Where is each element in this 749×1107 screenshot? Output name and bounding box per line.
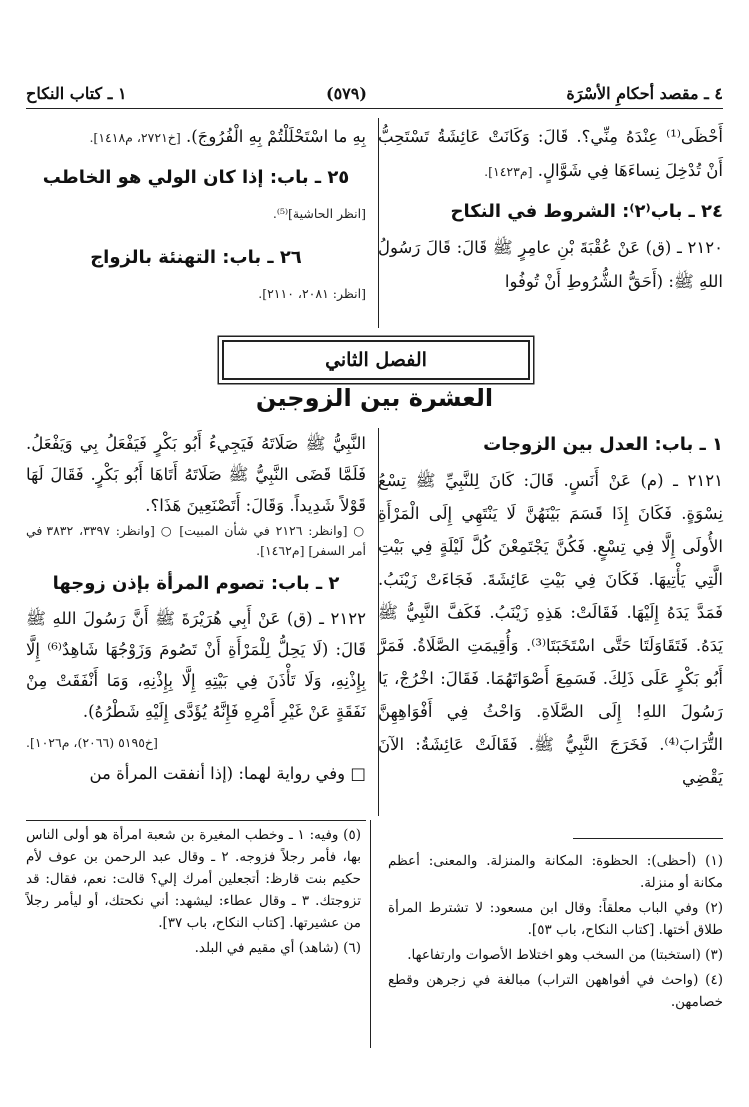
section-heading-26: ٢٦ ـ باب: التهنئة بالزواج <box>90 247 302 268</box>
footnote-rule-left <box>26 820 366 821</box>
hadith-continuation: أَحْظَى⁽¹⁾ عِنْدَهُ مِنِّي؟. قَالَ: وَكَانَتْ عَائِشَةُ تَسْتَحِبُّ أَنْ تُدْخِلَ نِساءَهَا فِي شَوَّالٍ. [م١٤٢٣]. <box>378 127 723 180</box>
footnote-rule-right <box>573 838 723 839</box>
chapter-heading: العشرة بين الزوجين <box>255 384 494 412</box>
hadith-2121: ٢١٢١ ـ (م) عَنْ أَنَسٍ. قَالَ: كَانَ لِلنَّبِيِّ ﷺ تِسْعُ نِسْوَةٍ. فَكَانَ إِذَا قَسَمَ بَيْنَهُنَّ لَا يَنْتَهِي إِلَى الْمَرْأَةِ الأُولَى إِلَّا فِي تِسْعٍ. فَكُنَّ يَجْتَمِعْنَ كُلَّ لَيْلَةٍ فِي بَيْتِ الَّتِي يَأْتِيهَا. فَكَانَ فِي بَيْتِ عَائِشَةَ. فَجَاءَتْ زَيْنَبُ. فَمَدَّ يَدَهُ إِلَيْهَا. فَقَالَتْ: هَذِهِ زَيْنَبُ. فَكَفَّ النَّبِيُّ ﷺ يَدَهُ. فَتَقَاوَلَتَا حَتَّى اسْتَخَبَتَا⁽³⁾. وَأُقِيمَتِ الصَّلَاةُ. فَمَرَّ أَبُو بَكْرٍ عَلَى ذَلِكَ. فَسَمِعَ أَصْوَاتَهُمَا. فَقَالَ: اخْرُجْ، يَا رَسُولَ اللهِ! إِلَى الصَّلَاةِ. وَاحْثُ فِي أَفْوَاهِهِنَّ التُّرَابَ⁽⁴⁾. فَخَرَجَ النَّبِيُّ ﷺ. فَقَالَتْ عَائِشَةُ: الآنَ يَقْضِي <box>378 471 723 787</box>
right-column-top <box>378 120 723 299</box>
footnotes-left <box>26 824 361 962</box>
footnote-5: (٥) وفيه: ١ ـ وخطب المغيرة بن شعبة امرأة هو أولى الناس بها، فأمر رجلاً فزوجه. ٢ ـ وقال عبد الرحمن بن عوف لأم حكيم بنت قارظ: أتجعلين أمرك إلي؟ قالت: نعم، فقال: قد تزوجتك. ٣ ـ وقال عطاء: ليشهد: أني نكحتك، أو ليأمر رجلاً من عشيرتها. [كتاب النكاح، باب ٣٧]. <box>26 827 361 931</box>
footnote-divider <box>370 820 371 1048</box>
section-heading-2: ٢ ـ باب: تصوم المرأة بإذن زوجها <box>52 573 340 594</box>
left-column-bottom <box>26 428 366 789</box>
hadith-2122: ٢١٢٢ ـ (ق) عَنْ أَبِي هُرَيْرَةَ ﷺ أَنَّ رَسُولَ اللهِ ﷺ قَالَ: (لَا يَحِلُّ لِلْمَرْأَةِ أَنْ تَصُومَ وَزَوْجُهَا شَاهِدٌ⁽⁶⁾ إِلَّا بِإِذْنِهِ، وَلَا تَأْذَنَ فِي بَيْتِهِ إِلَّا بِإِذْنِهِ، وَمَا أَنْفَقَتْ مِنْ نَفَقَةٍ عَنْ غَيْرِ أَمْرِهِ فَإِنَّهُ يُؤَدَّى إِلَيْهِ شَطْرُهُ). <box>26 609 366 721</box>
chapter-box <box>222 340 530 380</box>
footnote-1: (١) (أحظى): الحظوة: المكانة والمنزلة. والمعنى: أعظم مكانة أو منزلة. <box>388 853 723 891</box>
footnotes-right <box>388 850 723 1016</box>
reference-2121: ○ [وانظر: ٢١٢٦ في شأن المبيت] ○ [وانظر: ٣٣٩٧، ٣٨٣٢ في أمر السفر] [م١٤٦٢]. <box>26 523 366 558</box>
reference-25: [انظر الحاشية]⁽⁵⁾. <box>272 206 366 221</box>
section-heading-1: ١ ـ باب: العدل بين الزوجات <box>483 434 723 455</box>
hadith-continuation-left: بِهِ ما اسْتَحْلَلْتُمْ بِهِ الْفُرُوجَ). [خ٢٧٢١، م١٤١٨]. <box>89 127 366 146</box>
narration-note: □ وفي رواية لهما: (إذا أنفقت المرأة من <box>89 764 366 783</box>
right-column-bottom <box>378 428 723 794</box>
footnote-4: (٤) (واحث في أفواههن التراب) مبالغة في زجرهن وقطع خصامهن. <box>388 972 723 1010</box>
footnote-2: (٢) وفي الباب معلقاً: وقال ابن مسعود: لا تشترط المرأة طلاق أختها. [كتاب النكاح، باب ٥٣]. <box>388 900 723 938</box>
footnote-3: (٣) (استخبتا) من السخب وهو اختلاط الأصوات وارتفاعها. <box>407 947 723 963</box>
footnote-6: (٦) (شاهد) أي مقيم في البلد. <box>194 940 361 956</box>
page-header <box>26 78 723 109</box>
header-book-title: ١ ـ كتاب النكاح <box>26 83 127 103</box>
hadith-2120: ٢١٢٠ ـ (ق) عَنْ عُقْبَةَ بْنِ عامِرٍ ﷺ قَالَ: قَالَ رَسُولُ اللهِ ﷺ: (أَحَقُّ الشُّرُوطِ أَنْ تُوفُوا <box>378 238 723 291</box>
reference: [م١٤٢٣]. <box>484 164 533 179</box>
hadith-2121-continuation: النَّبِيُّ ﷺ صَلَاتَهُ فَيَجِيءُ أَبُو بَكْرٍ فَيَفْعَلُ بِي وَيَفْعَلُ. فَلَمَّا قَضَى النَّبِيُّ ﷺ صَلَاتَهُ أَتَاهَا أَبُو بَكْرٍ. فَقَالَ لَهَا قَوْلاً شَدِيداً. وَقَالَ: أَتَصْنَعِينَ هَذَا؟. <box>26 434 366 515</box>
header-section-title: ٤ ـ مقصد أحكامِ الأسْرَة <box>566 83 723 103</box>
reference-26: [انظر: ٢٠٨١، ٢١١٠]. <box>258 286 366 301</box>
left-column-top <box>26 120 366 311</box>
reference-2122: [خ٥١٩٥ (٢٠٦٦)، م١٠٢٦]. <box>26 735 158 750</box>
page-number: (٥٧٩) <box>326 83 367 103</box>
reference: [خ٢٧٢١، م١٤١٨]. <box>89 130 181 145</box>
section-heading-25: ٢٥ ـ باب: إذا كان الولي هو الخاطب <box>42 167 350 188</box>
section-heading-24: ٢٤ ـ باب⁽٢⁾: الشروط في النكاح <box>450 201 723 222</box>
chapter-title: الفصل الثاني <box>325 349 427 371</box>
